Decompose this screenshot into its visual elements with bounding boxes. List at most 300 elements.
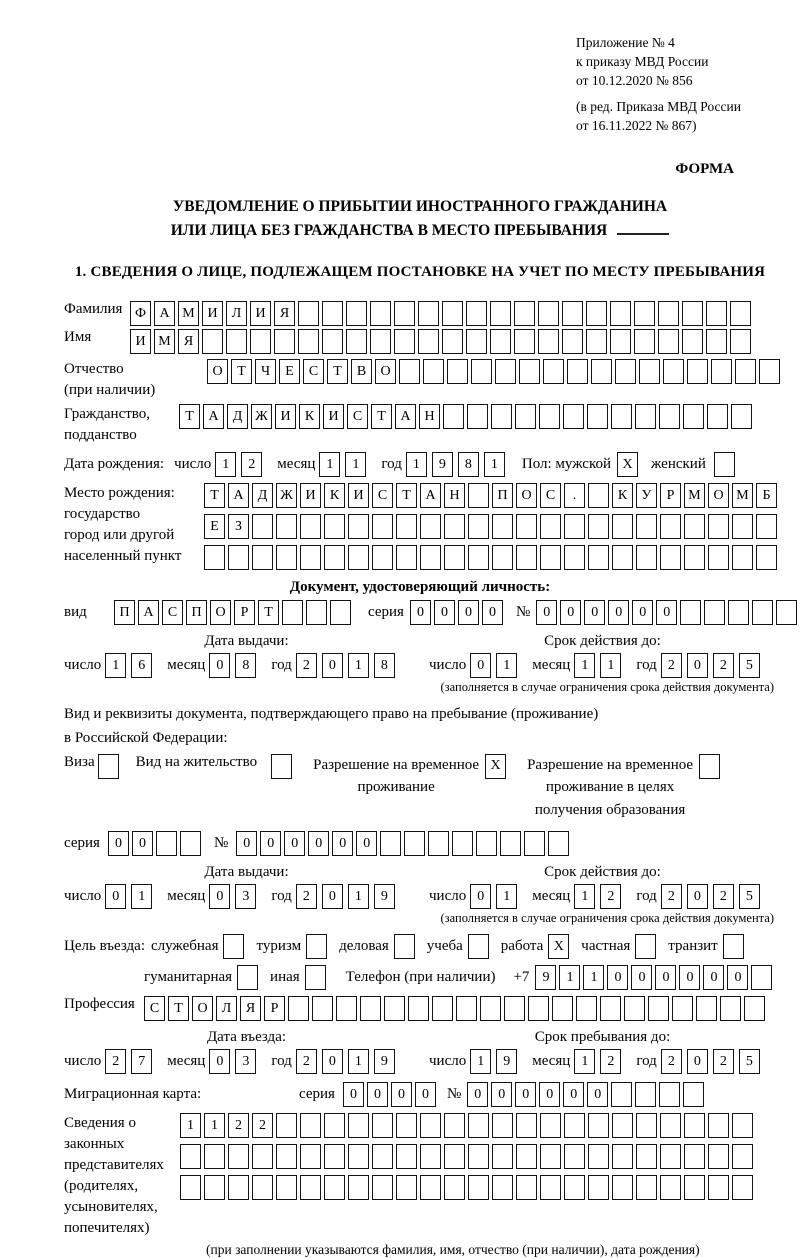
- char-cell[interactable]: [732, 1144, 753, 1169]
- char-cell[interactable]: [600, 996, 621, 1021]
- char-cell[interactable]: [612, 514, 633, 539]
- char-cell[interactable]: [744, 996, 765, 1021]
- char-cell[interactable]: [252, 545, 273, 570]
- char-cell[interactable]: Е: [204, 514, 225, 539]
- char-cell[interactable]: И: [202, 301, 223, 326]
- char-cell[interactable]: Ч: [255, 359, 276, 384]
- char-cell[interactable]: [276, 514, 297, 539]
- date-digit-cell[interactable]: 2: [661, 653, 682, 678]
- date-digit-cell[interactable]: 0: [209, 1049, 230, 1074]
- char-cell[interactable]: К: [299, 404, 320, 429]
- char-cell[interactable]: 0: [391, 1082, 412, 1107]
- char-cell[interactable]: [300, 1144, 321, 1169]
- char-cell[interactable]: Я: [178, 329, 199, 354]
- date-digit-cell[interactable]: 6: [131, 653, 152, 678]
- char-cell[interactable]: [396, 545, 417, 570]
- char-cell[interactable]: [732, 1113, 753, 1138]
- date-digit-cell[interactable]: 2: [296, 884, 317, 909]
- char-cell[interactable]: [418, 329, 439, 354]
- char-cell[interactable]: [730, 329, 751, 354]
- date-digit-cell[interactable]: 2: [713, 653, 734, 678]
- char-cell[interactable]: [447, 359, 468, 384]
- char-cell[interactable]: 0: [727, 965, 748, 990]
- char-cell[interactable]: [634, 329, 655, 354]
- char-cell[interactable]: [516, 1175, 537, 1200]
- char-cell[interactable]: [228, 545, 249, 570]
- date-digit-cell[interactable]: 1: [496, 884, 517, 909]
- char-cell[interactable]: И: [300, 483, 321, 508]
- char-cell[interactable]: 0: [679, 965, 700, 990]
- char-cell[interactable]: [180, 1144, 201, 1169]
- char-cell[interactable]: [204, 1175, 225, 1200]
- char-cell[interactable]: [538, 301, 559, 326]
- char-cell[interactable]: [204, 545, 225, 570]
- char-cell[interactable]: [663, 359, 684, 384]
- char-cell[interactable]: [543, 359, 564, 384]
- char-cell[interactable]: [492, 1113, 513, 1138]
- char-cell[interactable]: 0: [560, 600, 581, 625]
- char-cell[interactable]: [588, 1113, 609, 1138]
- date-digit-cell[interactable]: 0: [687, 1049, 708, 1074]
- char-cell[interactable]: [706, 329, 727, 354]
- char-cell[interactable]: [708, 545, 729, 570]
- char-cell[interactable]: [348, 514, 369, 539]
- char-cell[interactable]: [468, 514, 489, 539]
- char-cell[interactable]: [180, 1175, 201, 1200]
- char-cell[interactable]: [298, 301, 319, 326]
- char-cell[interactable]: [611, 1082, 632, 1107]
- char-cell[interactable]: [576, 996, 597, 1021]
- char-cell[interactable]: [732, 545, 753, 570]
- char-cell[interactable]: [348, 1113, 369, 1138]
- date-digit-cell[interactable]: 0: [322, 653, 343, 678]
- char-cell[interactable]: [728, 600, 749, 625]
- date-digit-cell[interactable]: 5: [739, 653, 760, 678]
- date-digit-cell[interactable]: 9: [496, 1049, 517, 1074]
- char-cell[interactable]: [586, 329, 607, 354]
- purpose-checkbox[interactable]: [394, 934, 415, 959]
- date-digit-cell[interactable]: 1: [348, 884, 369, 909]
- char-cell[interactable]: [372, 1144, 393, 1169]
- char-cell[interactable]: [476, 831, 497, 856]
- date-digit-cell[interactable]: 5: [739, 884, 760, 909]
- char-cell[interactable]: [282, 600, 303, 625]
- char-cell[interactable]: [648, 996, 669, 1021]
- char-cell[interactable]: М: [732, 483, 753, 508]
- char-cell[interactable]: [660, 545, 681, 570]
- char-cell[interactable]: [683, 404, 704, 429]
- char-cell[interactable]: [468, 545, 489, 570]
- char-cell[interactable]: [468, 1175, 489, 1200]
- char-cell[interactable]: Б: [756, 483, 777, 508]
- char-cell[interactable]: [707, 404, 728, 429]
- char-cell[interactable]: [756, 545, 777, 570]
- char-cell[interactable]: П: [114, 600, 135, 625]
- char-cell[interactable]: И: [275, 404, 296, 429]
- char-cell[interactable]: Т: [179, 404, 200, 429]
- char-cell[interactable]: У: [636, 483, 657, 508]
- char-cell[interactable]: [346, 329, 367, 354]
- char-cell[interactable]: 0: [415, 1082, 436, 1107]
- char-cell[interactable]: [564, 1113, 585, 1138]
- char-cell[interactable]: Р: [264, 996, 285, 1021]
- date-digit-cell[interactable]: 0: [322, 884, 343, 909]
- char-cell[interactable]: К: [324, 483, 345, 508]
- char-cell[interactable]: С: [303, 359, 324, 384]
- date-digit-cell[interactable]: 8: [374, 653, 395, 678]
- char-cell[interactable]: [322, 329, 343, 354]
- char-cell[interactable]: 0: [491, 1082, 512, 1107]
- char-cell[interactable]: М: [154, 329, 175, 354]
- date-digit-cell[interactable]: 3: [235, 1049, 256, 1074]
- char-cell[interactable]: 0: [655, 965, 676, 990]
- char-cell[interactable]: [564, 514, 585, 539]
- char-cell[interactable]: [660, 1144, 681, 1169]
- char-cell[interactable]: [730, 301, 751, 326]
- date-digit-cell[interactable]: 1: [574, 884, 595, 909]
- char-cell[interactable]: [704, 600, 725, 625]
- char-cell[interactable]: И: [250, 301, 271, 326]
- char-cell[interactable]: [180, 831, 201, 856]
- char-cell[interactable]: [300, 1113, 321, 1138]
- char-cell[interactable]: [456, 996, 477, 1021]
- purpose-checkbox[interactable]: [237, 965, 258, 990]
- char-cell[interactable]: [492, 514, 513, 539]
- char-cell[interactable]: Ж: [276, 483, 297, 508]
- char-cell[interactable]: Ф: [130, 301, 151, 326]
- purpose-checkbox[interactable]: [306, 934, 327, 959]
- char-cell[interactable]: [492, 545, 513, 570]
- date-digit-cell[interactable]: 1: [215, 452, 236, 477]
- char-cell[interactable]: [490, 329, 511, 354]
- char-cell[interactable]: [516, 514, 537, 539]
- char-cell[interactable]: О: [516, 483, 537, 508]
- char-cell[interactable]: [634, 301, 655, 326]
- char-cell[interactable]: [540, 1144, 561, 1169]
- char-cell[interactable]: [252, 1144, 273, 1169]
- char-cell[interactable]: [735, 359, 756, 384]
- char-cell[interactable]: 0: [584, 600, 605, 625]
- char-cell[interactable]: С: [144, 996, 165, 1021]
- char-cell[interactable]: [444, 514, 465, 539]
- char-cell[interactable]: [202, 329, 223, 354]
- char-cell[interactable]: 0: [631, 965, 652, 990]
- char-cell[interactable]: [418, 301, 439, 326]
- date-digit-cell[interactable]: 1: [131, 884, 152, 909]
- char-cell[interactable]: [420, 1175, 441, 1200]
- char-cell[interactable]: [444, 1175, 465, 1200]
- char-cell[interactable]: Д: [252, 483, 273, 508]
- char-cell[interactable]: [490, 301, 511, 326]
- char-cell[interactable]: 0: [607, 965, 628, 990]
- char-cell[interactable]: [635, 404, 656, 429]
- char-cell[interactable]: [680, 600, 701, 625]
- date-digit-cell[interactable]: 8: [235, 653, 256, 678]
- char-cell[interactable]: Н: [444, 483, 465, 508]
- char-cell[interactable]: [776, 600, 797, 625]
- char-cell[interactable]: 0: [284, 831, 305, 856]
- date-digit-cell[interactable]: 1: [470, 1049, 491, 1074]
- char-cell[interactable]: [442, 329, 463, 354]
- char-cell[interactable]: 0: [343, 1082, 364, 1107]
- char-cell[interactable]: Т: [327, 359, 348, 384]
- char-cell[interactable]: [324, 1113, 345, 1138]
- char-cell[interactable]: [586, 301, 607, 326]
- char-cell[interactable]: [636, 545, 657, 570]
- female-checkbox[interactable]: [714, 452, 735, 477]
- char-cell[interactable]: [732, 1175, 753, 1200]
- char-cell[interactable]: [228, 1144, 249, 1169]
- char-cell[interactable]: [466, 329, 487, 354]
- date-digit-cell[interactable]: 5: [739, 1049, 760, 1074]
- char-cell[interactable]: [492, 1144, 513, 1169]
- char-cell[interactable]: [720, 996, 741, 1021]
- char-cell[interactable]: [156, 831, 177, 856]
- char-cell[interactable]: [672, 996, 693, 1021]
- char-cell[interactable]: [660, 1175, 681, 1200]
- char-cell[interactable]: [588, 545, 609, 570]
- char-cell[interactable]: [394, 301, 415, 326]
- char-cell[interactable]: [708, 1144, 729, 1169]
- char-cell[interactable]: [252, 514, 273, 539]
- char-cell[interactable]: [336, 996, 357, 1021]
- char-cell[interactable]: 0: [458, 600, 479, 625]
- char-cell[interactable]: [300, 545, 321, 570]
- char-cell[interactable]: [300, 514, 321, 539]
- char-cell[interactable]: [516, 545, 537, 570]
- char-cell[interactable]: [612, 1175, 633, 1200]
- date-digit-cell[interactable]: 0: [687, 653, 708, 678]
- char-cell[interactable]: [300, 1175, 321, 1200]
- char-cell[interactable]: [540, 1113, 561, 1138]
- char-cell[interactable]: [423, 359, 444, 384]
- char-cell[interactable]: [567, 359, 588, 384]
- char-cell[interactable]: [442, 301, 463, 326]
- char-cell[interactable]: 0: [467, 1082, 488, 1107]
- char-cell[interactable]: [540, 514, 561, 539]
- char-cell[interactable]: [588, 483, 609, 508]
- char-cell[interactable]: 0: [108, 831, 129, 856]
- char-cell[interactable]: [708, 514, 729, 539]
- char-cell[interactable]: М: [178, 301, 199, 326]
- char-cell[interactable]: С: [372, 483, 393, 508]
- char-cell[interactable]: [396, 1175, 417, 1200]
- char-cell[interactable]: 2: [252, 1113, 273, 1138]
- char-cell[interactable]: [660, 514, 681, 539]
- char-cell[interactable]: В: [351, 359, 372, 384]
- date-digit-cell[interactable]: 1: [406, 452, 427, 477]
- char-cell[interactable]: Т: [231, 359, 252, 384]
- char-cell[interactable]: [514, 329, 535, 354]
- char-cell[interactable]: [612, 1113, 633, 1138]
- char-cell[interactable]: 0: [608, 600, 629, 625]
- date-digit-cell[interactable]: 2: [296, 1049, 317, 1074]
- char-cell[interactable]: Т: [168, 996, 189, 1021]
- temp-permit-checkbox[interactable]: X: [485, 754, 506, 779]
- char-cell[interactable]: 0: [656, 600, 677, 625]
- date-digit-cell[interactable]: 1: [574, 653, 595, 678]
- char-cell[interactable]: О: [210, 600, 231, 625]
- date-digit-cell[interactable]: 2: [713, 1049, 734, 1074]
- char-cell[interactable]: [372, 1175, 393, 1200]
- char-cell[interactable]: [516, 1113, 537, 1138]
- char-cell[interactable]: 0: [132, 831, 153, 856]
- char-cell[interactable]: [658, 329, 679, 354]
- char-cell[interactable]: 0: [703, 965, 724, 990]
- char-cell[interactable]: [396, 1113, 417, 1138]
- char-cell[interactable]: [228, 1175, 249, 1200]
- char-cell[interactable]: С: [347, 404, 368, 429]
- char-cell[interactable]: [636, 1175, 657, 1200]
- char-cell[interactable]: [684, 1144, 705, 1169]
- char-cell[interactable]: П: [186, 600, 207, 625]
- char-cell[interactable]: [324, 514, 345, 539]
- char-cell[interactable]: 0: [536, 600, 557, 625]
- char-cell[interactable]: А: [420, 483, 441, 508]
- char-cell[interactable]: 2: [228, 1113, 249, 1138]
- edu-permit-checkbox[interactable]: [699, 754, 720, 779]
- char-cell[interactable]: [322, 301, 343, 326]
- visa-checkbox[interactable]: [98, 754, 119, 779]
- char-cell[interactable]: О: [192, 996, 213, 1021]
- char-cell[interactable]: А: [228, 483, 249, 508]
- char-cell[interactable]: [468, 483, 489, 508]
- purpose-checkbox[interactable]: [723, 934, 744, 959]
- char-cell[interactable]: 0: [434, 600, 455, 625]
- char-cell[interactable]: [562, 329, 583, 354]
- char-cell[interactable]: [226, 329, 247, 354]
- purpose-checkbox[interactable]: [223, 934, 244, 959]
- char-cell[interactable]: [615, 359, 636, 384]
- date-digit-cell[interactable]: 9: [374, 1049, 395, 1074]
- char-cell[interactable]: [500, 831, 521, 856]
- char-cell[interactable]: [491, 404, 512, 429]
- char-cell[interactable]: 0: [236, 831, 257, 856]
- char-cell[interactable]: 9: [535, 965, 556, 990]
- char-cell[interactable]: [276, 1175, 297, 1200]
- date-digit-cell[interactable]: 1: [319, 452, 340, 477]
- char-cell[interactable]: [468, 1144, 489, 1169]
- char-cell[interactable]: 0: [332, 831, 353, 856]
- char-cell[interactable]: Т: [371, 404, 392, 429]
- char-cell[interactable]: [731, 404, 752, 429]
- char-cell[interactable]: [466, 301, 487, 326]
- char-cell[interactable]: Л: [226, 301, 247, 326]
- purpose-checkbox[interactable]: [305, 965, 326, 990]
- char-cell[interactable]: [658, 301, 679, 326]
- char-cell[interactable]: 0: [356, 831, 377, 856]
- char-cell[interactable]: [514, 301, 535, 326]
- char-cell[interactable]: Н: [419, 404, 440, 429]
- char-cell[interactable]: [372, 545, 393, 570]
- char-cell[interactable]: [252, 1175, 273, 1200]
- char-cell[interactable]: [519, 359, 540, 384]
- char-cell[interactable]: .: [564, 483, 585, 508]
- char-cell[interactable]: [636, 514, 657, 539]
- date-digit-cell[interactable]: 1: [600, 653, 621, 678]
- date-digit-cell[interactable]: 1: [348, 1049, 369, 1074]
- char-cell[interactable]: [696, 996, 717, 1021]
- date-digit-cell[interactable]: 2: [600, 1049, 621, 1074]
- char-cell[interactable]: [538, 329, 559, 354]
- char-cell[interactable]: 1: [583, 965, 604, 990]
- char-cell[interactable]: [480, 996, 501, 1021]
- char-cell[interactable]: [624, 996, 645, 1021]
- char-cell[interactable]: [324, 545, 345, 570]
- char-cell[interactable]: 0: [260, 831, 281, 856]
- char-cell[interactable]: [612, 545, 633, 570]
- char-cell[interactable]: [399, 359, 420, 384]
- char-cell[interactable]: [372, 1113, 393, 1138]
- char-cell[interactable]: [587, 404, 608, 429]
- char-cell[interactable]: [548, 831, 569, 856]
- char-cell[interactable]: [756, 514, 777, 539]
- char-cell[interactable]: И: [130, 329, 151, 354]
- char-cell[interactable]: И: [348, 483, 369, 508]
- date-digit-cell[interactable]: 2: [105, 1049, 126, 1074]
- char-cell[interactable]: Р: [660, 483, 681, 508]
- char-cell[interactable]: [384, 996, 405, 1021]
- date-digit-cell[interactable]: 1: [345, 452, 366, 477]
- char-cell[interactable]: [759, 359, 780, 384]
- date-digit-cell[interactable]: 8: [458, 452, 479, 477]
- char-cell[interactable]: [468, 1113, 489, 1138]
- male-checkbox[interactable]: X: [617, 452, 638, 477]
- char-cell[interactable]: Е: [279, 359, 300, 384]
- date-digit-cell[interactable]: 3: [235, 884, 256, 909]
- char-cell[interactable]: С: [162, 600, 183, 625]
- char-cell[interactable]: [274, 329, 295, 354]
- char-cell[interactable]: К: [612, 483, 633, 508]
- char-cell[interactable]: [372, 514, 393, 539]
- char-cell[interactable]: О: [708, 483, 729, 508]
- char-cell[interactable]: [708, 1175, 729, 1200]
- char-cell[interactable]: [528, 996, 549, 1021]
- char-cell[interactable]: [610, 329, 631, 354]
- date-digit-cell[interactable]: 1: [496, 653, 517, 678]
- char-cell[interactable]: [524, 831, 545, 856]
- char-cell[interactable]: Т: [258, 600, 279, 625]
- char-cell[interactable]: [732, 514, 753, 539]
- char-cell[interactable]: 0: [482, 600, 503, 625]
- purpose-checkbox[interactable]: [468, 934, 489, 959]
- date-digit-cell[interactable]: 1: [348, 653, 369, 678]
- char-cell[interactable]: [394, 329, 415, 354]
- date-digit-cell[interactable]: 2: [661, 884, 682, 909]
- char-cell[interactable]: [552, 996, 573, 1021]
- char-cell[interactable]: [420, 1113, 441, 1138]
- char-cell[interactable]: О: [375, 359, 396, 384]
- char-cell[interactable]: [639, 359, 660, 384]
- char-cell[interactable]: Я: [274, 301, 295, 326]
- char-cell[interactable]: [636, 1144, 657, 1169]
- char-cell[interactable]: Т: [204, 483, 225, 508]
- char-cell[interactable]: [659, 404, 680, 429]
- char-cell[interactable]: [324, 1175, 345, 1200]
- char-cell[interactable]: [564, 1175, 585, 1200]
- char-cell[interactable]: [396, 1144, 417, 1169]
- char-cell[interactable]: М: [684, 483, 705, 508]
- char-cell[interactable]: Д: [227, 404, 248, 429]
- char-cell[interactable]: [471, 359, 492, 384]
- char-cell[interactable]: [684, 545, 705, 570]
- char-cell[interactable]: И: [323, 404, 344, 429]
- char-cell[interactable]: [588, 514, 609, 539]
- char-cell[interactable]: [611, 404, 632, 429]
- char-cell[interactable]: [588, 1144, 609, 1169]
- char-cell[interactable]: [564, 545, 585, 570]
- char-cell[interactable]: [467, 404, 488, 429]
